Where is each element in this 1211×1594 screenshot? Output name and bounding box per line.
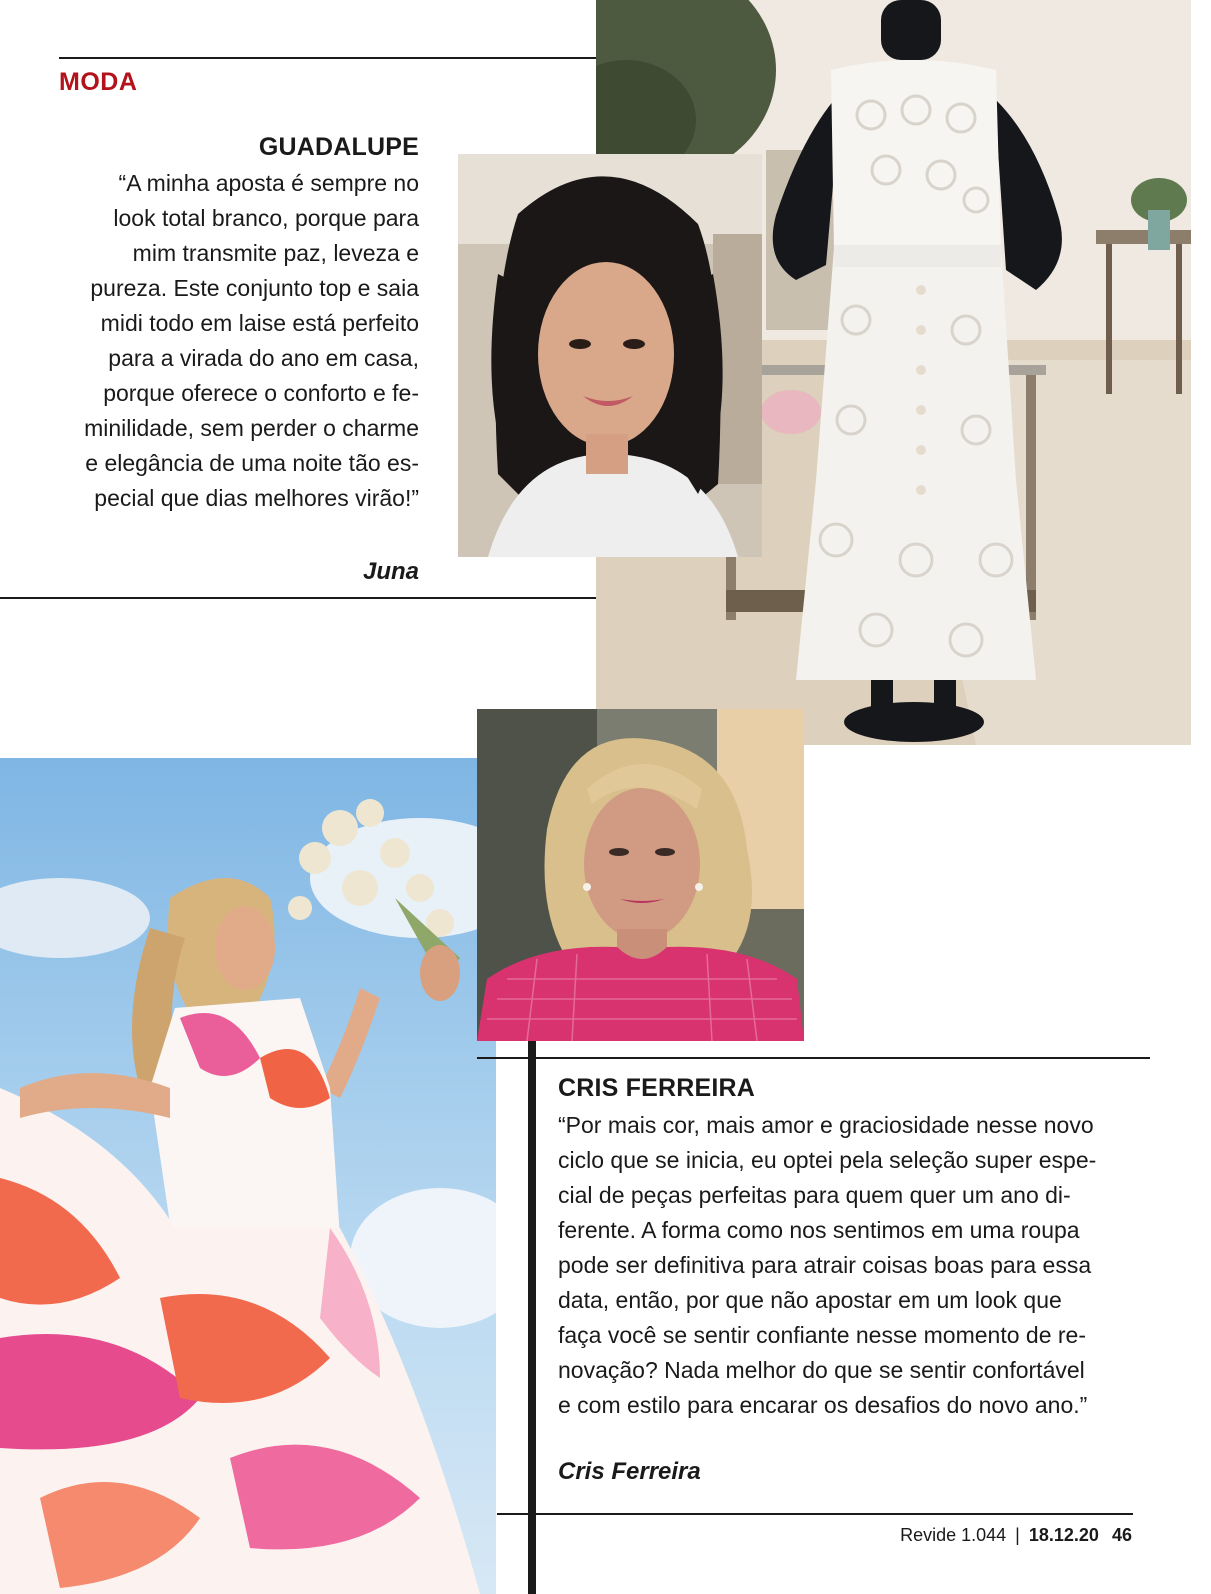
cris-portrait-photo — [477, 709, 804, 1041]
pink-dress-photo — [0, 758, 496, 1594]
quote-line: look total branco, porque para — [113, 205, 419, 231]
quote-line: pecial que dias melhores virão!” — [94, 485, 419, 511]
guadalupe-signature: Juna — [362, 558, 419, 585]
quote-line: para a virada do ano em casa, — [108, 345, 419, 371]
quote-line: ferente. A forma como nos sentimos em uma roupa — [558, 1217, 1080, 1243]
cris-signature: Cris Ferreira — [558, 1458, 701, 1485]
page-number: 46 — [1111, 1525, 1132, 1545]
magazine-issue: Revide 1.044 — [900, 1525, 1007, 1545]
quote-line: pode ser definitiva para atrair coisas boas para essa — [558, 1252, 1092, 1278]
quote-line: novação? Nada melhor do que se sentir confortável — [558, 1357, 1085, 1383]
quote-line: “Por mais cor, mais amor e graciosidade nesse novo — [558, 1112, 1094, 1138]
quote-line: faça você se sentir confiante nesse momento de re- — [558, 1322, 1087, 1348]
guadalupe-quote — [39, 166, 419, 516]
juna-portrait-photo — [458, 154, 762, 557]
footer-separator: | — [1015, 1525, 1020, 1545]
issue-date: 18.12.20 — [1028, 1525, 1099, 1545]
quote-line: “A minha aposta é sempre no — [118, 170, 419, 196]
page-footer — [900, 1525, 1132, 1546]
footer-rule — [497, 1513, 1133, 1515]
quote-line: mim transmite paz, leveza e — [132, 240, 419, 266]
cris-top-rule — [477, 1057, 1150, 1059]
cris-vertical-rule — [528, 1041, 536, 1594]
quote-line: data, então, por que não apostar em um look que — [558, 1287, 1062, 1313]
quote-line: midi todo em laise está perfeito — [100, 310, 419, 336]
quote-line: pureza. Este conjunto top e saia — [90, 275, 419, 301]
cris-title: CRIS FERREIRA — [558, 1074, 756, 1102]
quote-line: cial de peças perfeitas para quem quer um ano di- — [558, 1182, 1071, 1208]
cris-quote — [558, 1108, 1158, 1423]
guadalupe-bottom-rule — [0, 597, 596, 599]
section-label: MODA — [59, 68, 138, 96]
quote-line: minilidade, sem perder o charme — [84, 415, 419, 441]
quote-line: ciclo que se inicia, eu optei pela seleção super espe- — [558, 1147, 1097, 1173]
quote-line: porque oferece o conforto e fe- — [103, 380, 419, 406]
guadalupe-title: GUADALUPE — [258, 133, 419, 161]
top-rule — [59, 57, 596, 59]
quote-line: e com estilo para encarar os desafios do novo ano.” — [558, 1392, 1088, 1418]
quote-line: e elegância de uma noite tão es- — [85, 450, 419, 476]
